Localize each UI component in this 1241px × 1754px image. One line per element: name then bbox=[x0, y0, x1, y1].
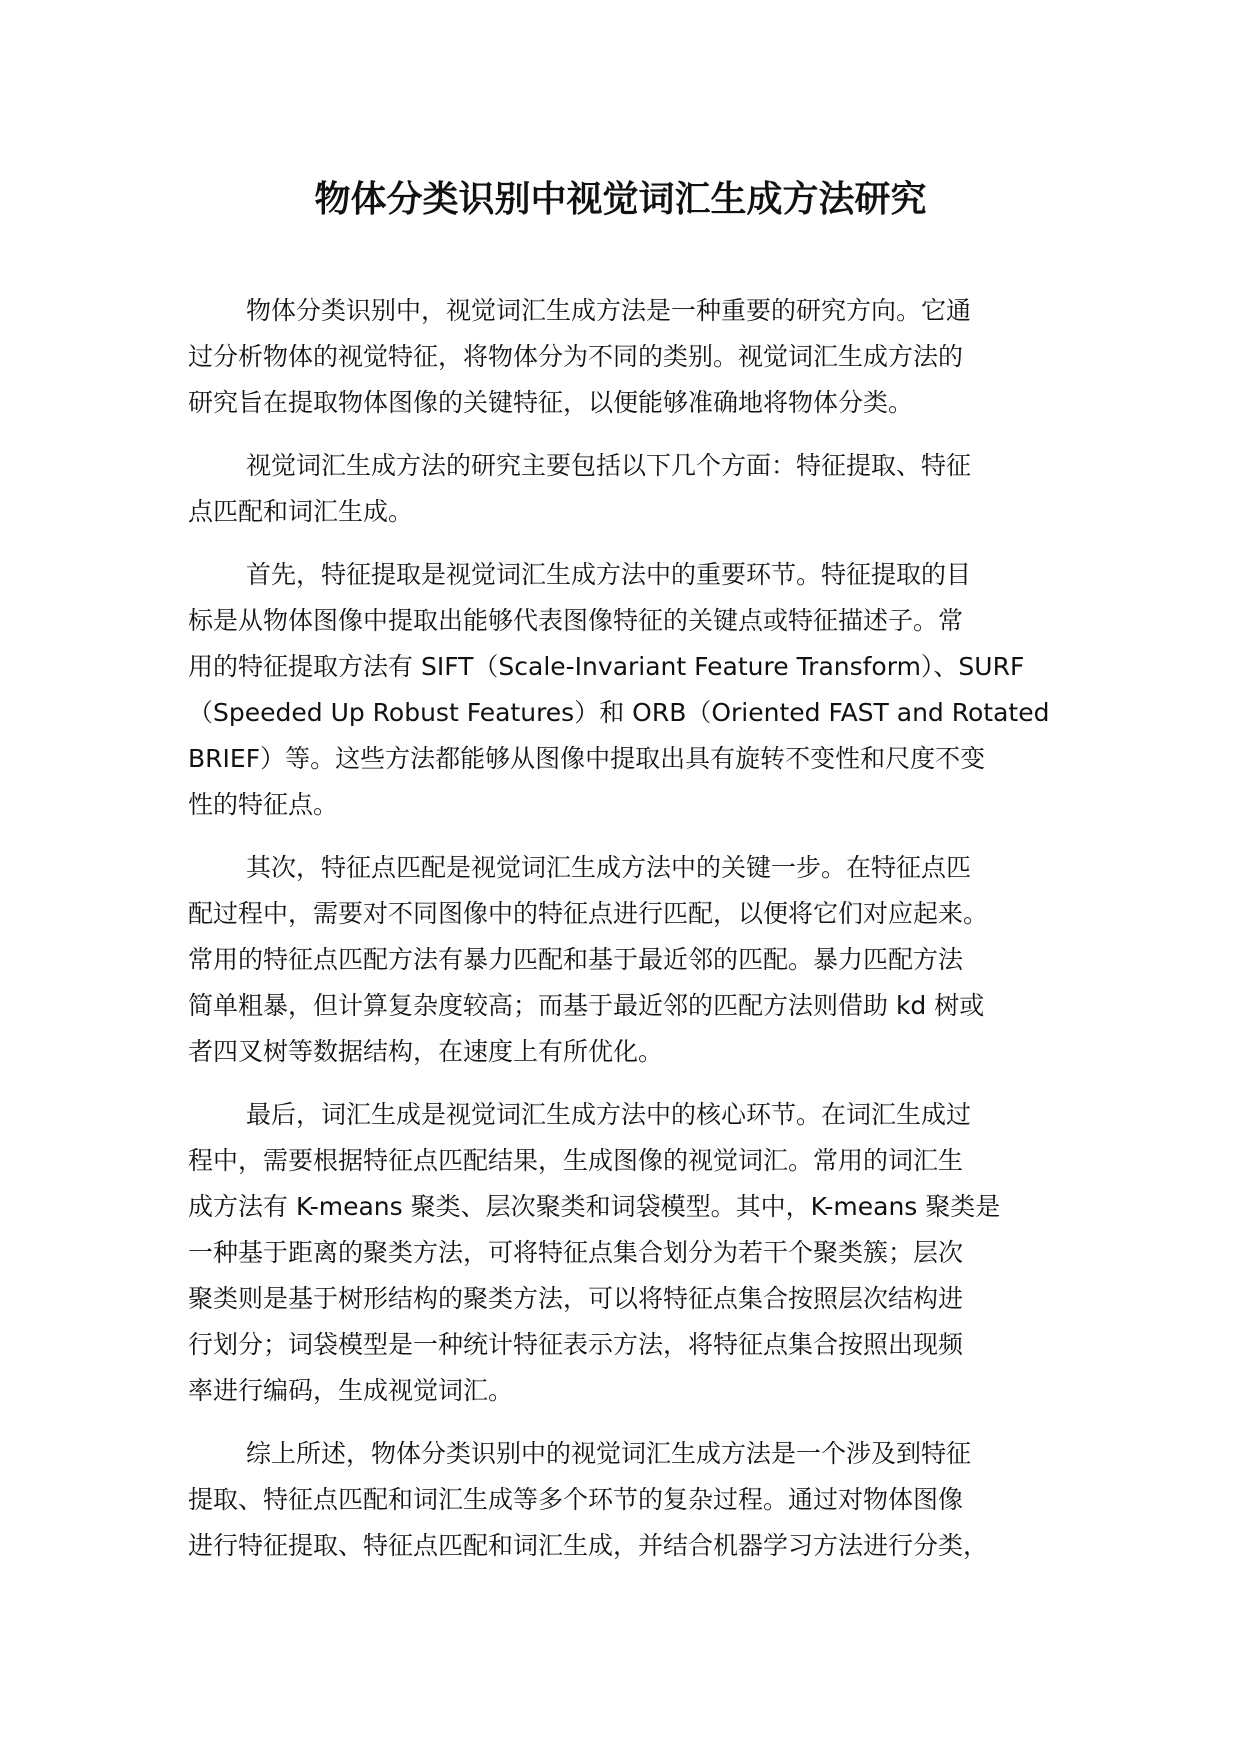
paragraph-line: BRIEF）等。这些方法都能够从图像中提取出具有旋转不变性和尺度不变 bbox=[188, 744, 986, 773]
paragraph-line: 成方法有 K-means 聚类、层次聚类和词袋模型。其中，K-means 聚类是 bbox=[188, 1192, 1001, 1221]
paragraph-line: 其次，特征点匹配是视觉词汇生成方法中的关键一步。在特征点匹 bbox=[246, 853, 972, 882]
paragraph-line: 行划分；词袋模型是一种统计特征表示方法，将特征点集合按照出现频 bbox=[188, 1330, 964, 1359]
paragraph-line: 简单粗暴，但计算复杂度较高；而基于最近邻的匹配方法则借助 kd 树或 bbox=[188, 991, 985, 1020]
paragraph-line: 用的特征提取方法有 SIFT（Scale-Invariant Feature Transform）、SURF bbox=[188, 652, 1025, 681]
document-title: 物体分类识别中视觉词汇生成方法研究 bbox=[314, 179, 927, 220]
document-body bbox=[188, 288, 1068, 1586]
paragraph-line: 者四叉树等数据结构，在速度上有所优化。 bbox=[188, 1037, 664, 1066]
paragraph-line: 性的特征点。 bbox=[188, 790, 339, 819]
paragraph-line: 综上所述，物体分类识别中的视觉词汇生成方法是一个涉及到特征 bbox=[246, 1439, 972, 1468]
paragraph-line: 研究旨在提取物体图像的关键特征，以便能够准确地将物体分类。 bbox=[188, 388, 914, 417]
paragraph-line: 视觉词汇生成方法的研究主要包括以下几个方面：特征提取、特征 bbox=[246, 451, 972, 480]
paragraph-line: 过分析物体的视觉特征，将物体分为不同的类别。视觉词汇生成方法的 bbox=[188, 342, 964, 371]
paragraph-line: 物体分类识别中，视觉词汇生成方法是一种重要的研究方向。它通 bbox=[246, 296, 972, 325]
paragraph-line: （Speeded Up Robust Features）和 ORB（Oriented FAST and Rotated bbox=[188, 698, 1050, 727]
paragraph-line: 程中，需要根据特征点匹配结果，生成图像的视觉词汇。常用的词汇生 bbox=[188, 1146, 964, 1175]
paragraph bbox=[188, 845, 1068, 1075]
paragraph-line: 点匹配和词汇生成。 bbox=[188, 497, 414, 526]
paragraph bbox=[188, 443, 1068, 535]
paragraph-line: 进行特征提取、特征点匹配和词汇生成，并结合机器学习方法进行分类， bbox=[188, 1531, 989, 1560]
paragraph bbox=[188, 1431, 1068, 1569]
paragraph-line: 提取、特征点匹配和词汇生成等多个环节的复杂过程。通过对物体图像 bbox=[188, 1485, 964, 1514]
paragraph-line: 标是从物体图像中提取出能够代表图像特征的关键点或特征描述子。常 bbox=[188, 606, 964, 635]
paragraph-line: 首先，特征提取是视觉词汇生成方法中的重要环节。特征提取的目 bbox=[246, 560, 972, 589]
paragraph bbox=[188, 1092, 1068, 1414]
paragraph bbox=[188, 288, 1068, 426]
paragraph-line: 常用的特征点匹配方法有暴力匹配和基于最近邻的匹配。暴力匹配方法 bbox=[188, 945, 964, 974]
paragraph bbox=[188, 552, 1068, 828]
paragraph-line: 配过程中，需要对不同图像中的特征点进行匹配，以便将它们对应起来。 bbox=[188, 899, 989, 928]
paragraph-line: 一种基于距离的聚类方法，可将特征点集合划分为若干个聚类簇；层次 bbox=[188, 1238, 964, 1267]
paragraph-line: 最后，词汇生成是视觉词汇生成方法中的核心环节。在词汇生成过 bbox=[246, 1100, 972, 1129]
paragraph-line: 聚类则是基于树形结构的聚类方法，可以将特征点集合按照层次结构进 bbox=[188, 1284, 964, 1313]
paragraph-line: 率进行编码，生成视觉词汇。 bbox=[188, 1376, 514, 1405]
